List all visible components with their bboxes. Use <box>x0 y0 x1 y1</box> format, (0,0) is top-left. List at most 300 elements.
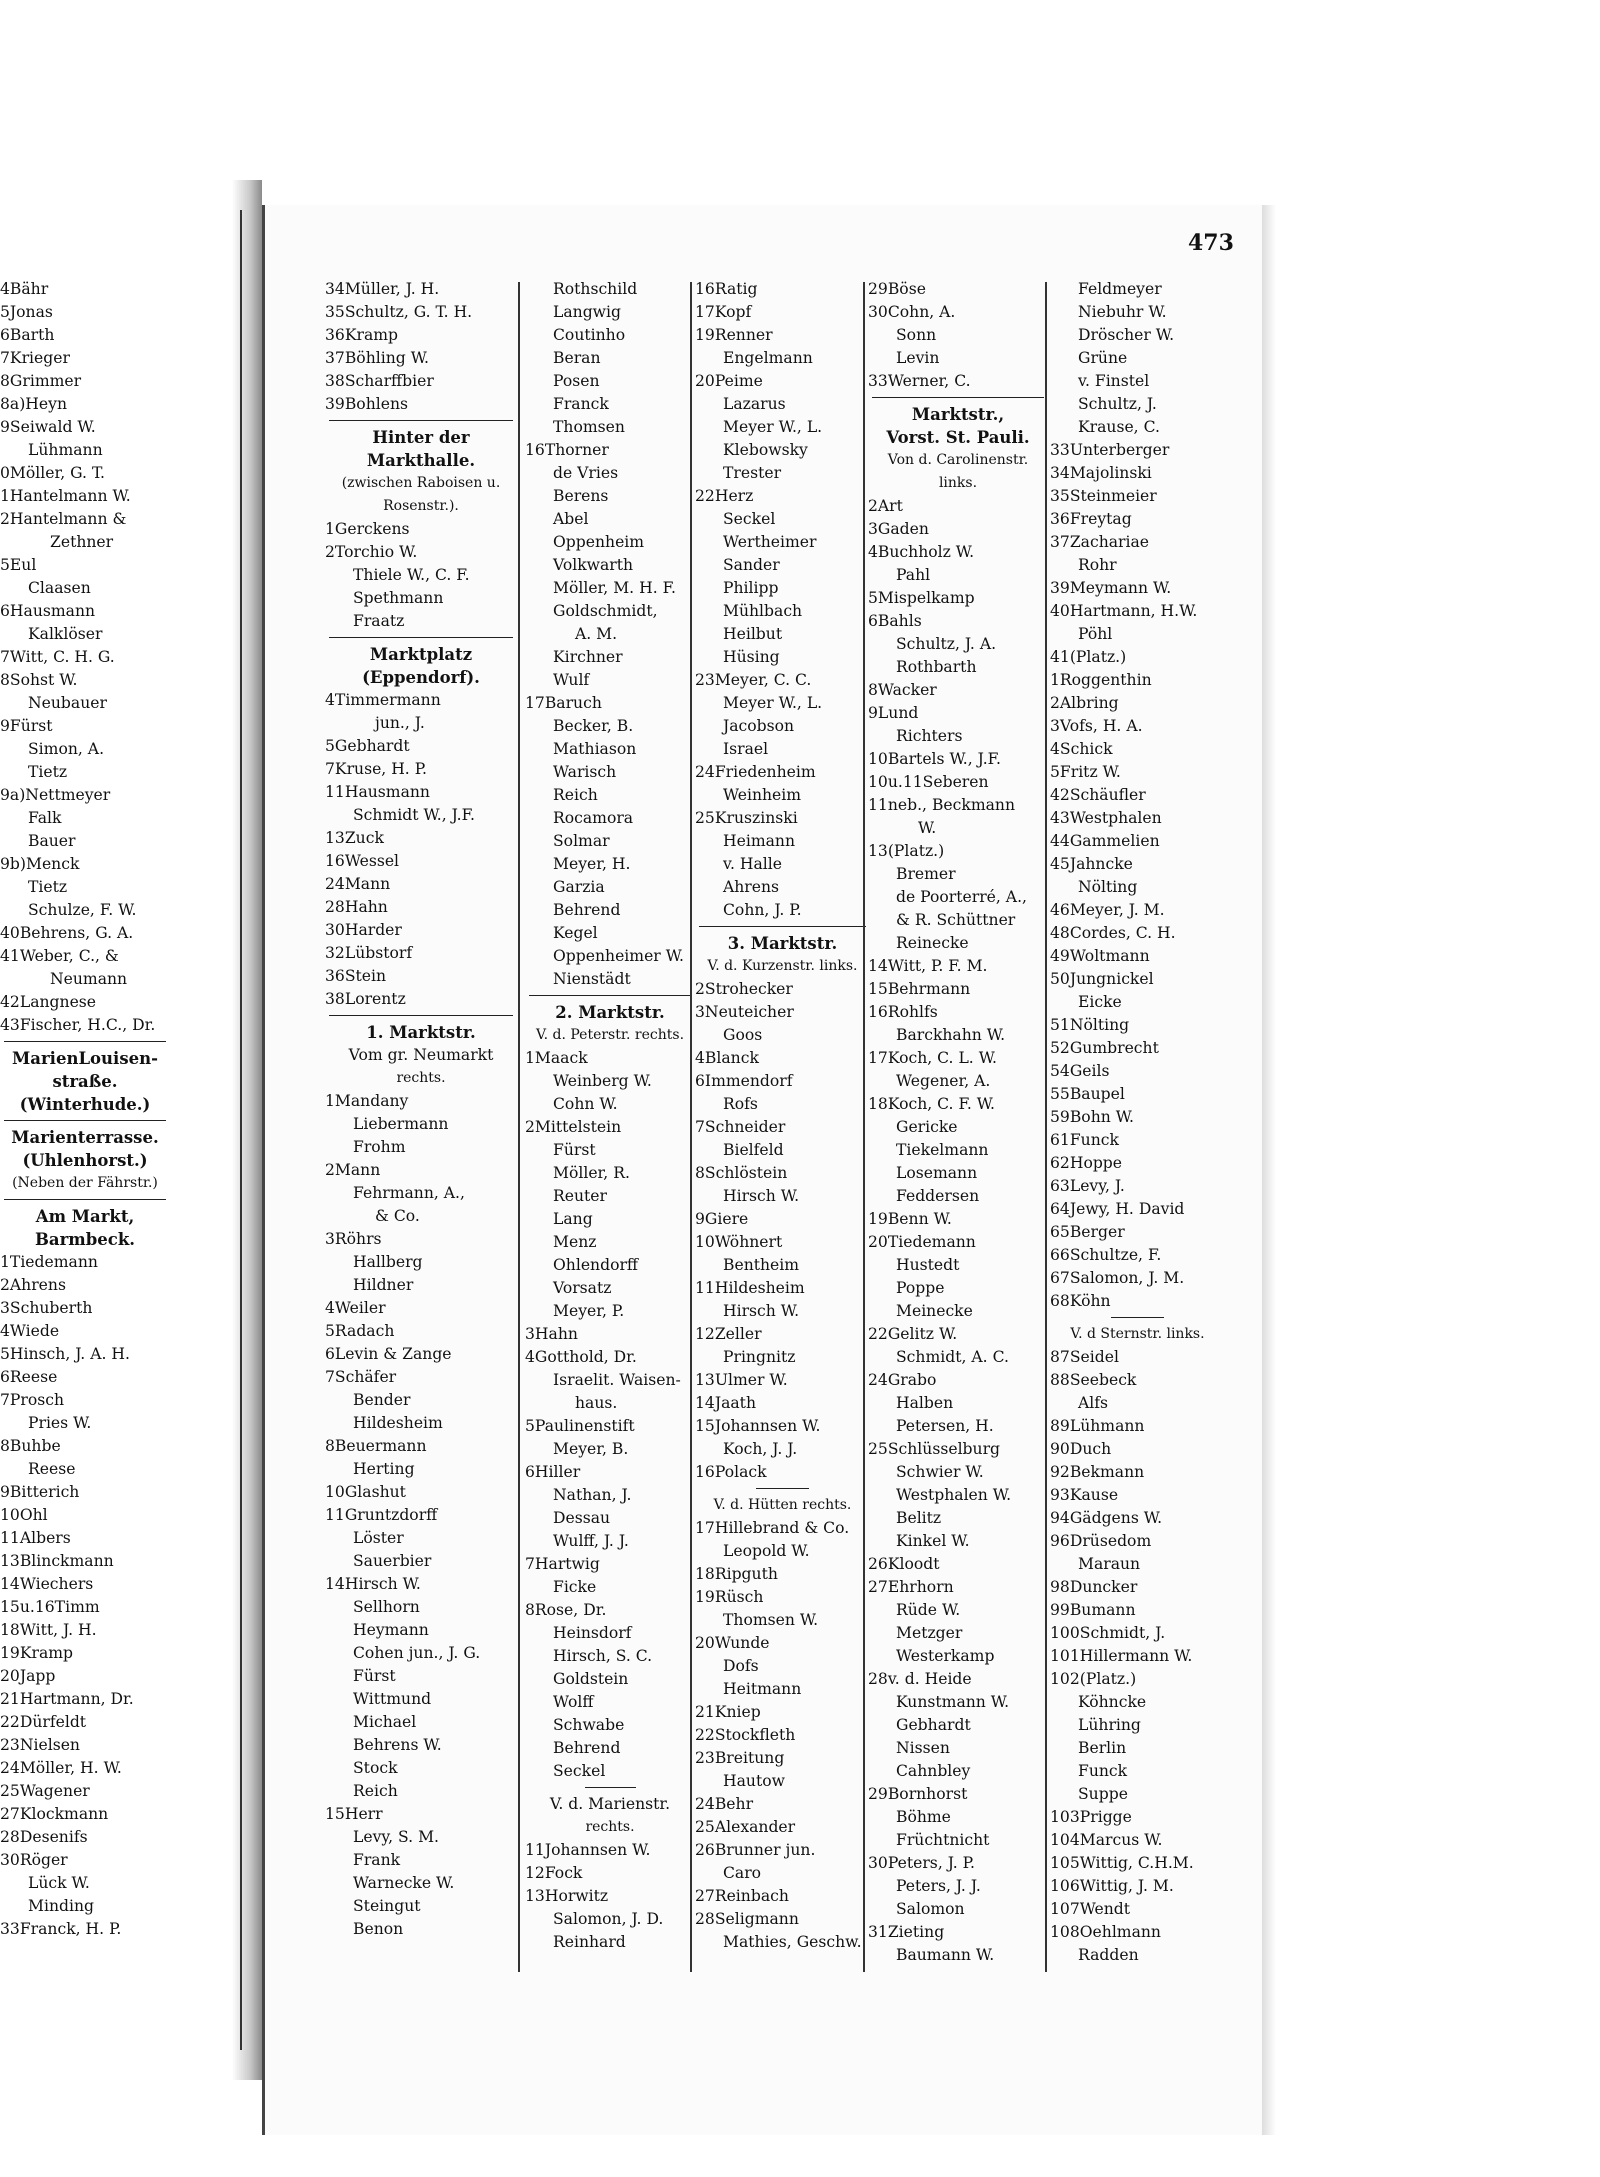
directory-entry: Leopold W. <box>723 1542 810 1560</box>
directory-entry: 1Gerckens <box>325 520 410 538</box>
directory-entry: 5Fritz W. <box>1050 763 1121 781</box>
directory-entry: 6Bahls <box>868 612 922 630</box>
directory-entry: 8Rose, Dr. <box>525 1601 607 1619</box>
directory-entry: 1Roggenthin <box>1050 671 1152 689</box>
directory-entry: Becker, B. <box>553 717 634 735</box>
directory-entry: 3Hahn <box>525 1325 578 1343</box>
directory-entry: 5Radach <box>325 1322 395 1340</box>
directory-entry: Schwier W. <box>896 1463 984 1481</box>
directory-entry: Behrend <box>553 901 621 919</box>
directory-entry: 90Duch <box>1050 1440 1112 1458</box>
directory-entry: 10Bartels W., J.F. <box>868 750 1002 768</box>
directory-entry: Cohn W. <box>553 1095 618 1113</box>
section-divider <box>0 1195 170 1205</box>
directory-entry: 96Drüsedom <box>1050 1532 1152 1550</box>
directory-entry: Michael <box>353 1713 417 1731</box>
directory-entry: 18Witt, J. H. <box>0 1621 97 1639</box>
directory-entry: 2Ahrens <box>0 1276 66 1294</box>
directory-entry: 19Renner <box>695 326 773 344</box>
directory-entry: Alfs <box>1078 1394 1109 1412</box>
directory-column <box>325 278 517 1941</box>
directory-entry: Langwig <box>553 303 621 321</box>
directory-entry: 8a)Heyn <box>0 395 67 413</box>
directory-entry: Meyer, H. <box>553 855 631 873</box>
directory-entry: 7Schneider <box>695 1118 786 1136</box>
street-heading: V. d. Hütten rechts. <box>713 1497 852 1513</box>
directory-entry: 99Bumann <box>1050 1601 1136 1619</box>
directory-entry: Weinheim <box>723 786 802 804</box>
directory-entry: 1Hantelmann W. <box>0 487 131 505</box>
directory-entry: Reich <box>353 1782 398 1800</box>
directory-entry: 2Strohecker <box>695 980 793 998</box>
directory-entry: W. <box>918 819 937 837</box>
directory-entry: Köhncke <box>1078 1693 1147 1711</box>
directory-entry: 49Woltmann <box>1050 947 1150 965</box>
directory-entry: 8Buhbe <box>0 1437 61 1455</box>
directory-entry: 1Mandany <box>325 1092 409 1110</box>
directory-entry: 36Kramp <box>325 326 399 344</box>
directory-entry: 21Hartmann, Dr. <box>0 1690 134 1708</box>
directory-entry: Reinecke <box>896 934 969 952</box>
directory-entry: Liebermann <box>353 1115 449 1133</box>
directory-entry: 30Harder <box>325 921 402 939</box>
directory-entry: 16Polack <box>695 1463 767 1481</box>
directory-entry: 42Langnese <box>0 993 97 1011</box>
directory-entry: 6Reese <box>0 1368 58 1386</box>
directory-entry: Meyer W., L. <box>723 418 823 436</box>
directory-entry: Oppenheim <box>553 533 645 551</box>
directory-entry: Goldschmidt, <box>553 602 658 620</box>
directory-entry: 2Torchio W. <box>325 543 418 561</box>
directory-entry: 10Ohl <box>0 1506 48 1524</box>
directory-entry: 65Berger <box>1050 1223 1125 1241</box>
directory-entry: 19Rüsch <box>695 1588 764 1606</box>
directory-entry: 5Gebhardt <box>325 737 410 755</box>
directory-entry: 41Weber, C., & <box>0 947 119 965</box>
directory-entry: A. M. <box>575 625 618 643</box>
directory-entry: 2Art <box>868 497 903 515</box>
directory-entry: Sauerbier <box>353 1552 432 1570</box>
directory-entry: Garzia <box>553 878 605 896</box>
directory-entry: 39Bohlens <box>325 395 408 413</box>
directory-entry: Reinhard <box>553 1933 626 1951</box>
directory-entry: 33Werner, C. <box>868 372 971 390</box>
directory-entry: Minding <box>28 1897 94 1915</box>
directory-entry: Belitz <box>896 1509 942 1527</box>
directory-entry: 8Grimmer <box>0 372 82 390</box>
directory-entry: 30Cohn, A. <box>868 303 956 321</box>
directory-entry: Fraatz <box>353 612 405 630</box>
directory-entry: 20Japp <box>0 1667 56 1685</box>
directory-entry: Caro <box>723 1864 762 1882</box>
directory-column <box>0 278 170 1941</box>
directory-entry: Westphalen W. <box>896 1486 1012 1504</box>
directory-entry: Mühlbach <box>723 602 803 620</box>
directory-entry: 48Cordes, C. H. <box>1050 924 1176 942</box>
directory-entry: 29Böse <box>868 280 926 298</box>
directory-entry: 29Bornhorst <box>868 1785 968 1803</box>
directory-entry: 27Klockmann <box>0 1805 109 1823</box>
directory-entry: Maraun <box>1078 1555 1141 1573</box>
directory-entry: Baumann W. <box>896 1946 995 1964</box>
directory-entry: Feddersen <box>896 1187 980 1205</box>
section-divider <box>325 416 517 426</box>
directory-entry: Jacobson <box>723 717 795 735</box>
directory-entry: 14Hirsch W. <box>325 1575 421 1593</box>
directory-entry: 9Giere <box>695 1210 749 1228</box>
section-divider <box>868 393 1048 403</box>
directory-entry: 28Desenifs <box>0 1828 88 1846</box>
directory-column <box>868 278 1048 1967</box>
directory-entry: Herting <box>353 1460 415 1478</box>
directory-entry: Klebowsky <box>723 441 808 459</box>
directory-entry: Lang <box>553 1210 593 1228</box>
directory-entry: 87Seidel <box>1050 1348 1119 1366</box>
directory-entry: 10Wöhnert <box>695 1233 783 1251</box>
directory-entry: 23Nielsen <box>0 1736 80 1754</box>
directory-entry: Heilbut <box>723 625 783 643</box>
directory-entry: 51Nölting <box>1050 1016 1130 1034</box>
directory-entry: Tiekelmann <box>896 1141 989 1159</box>
directory-entry: 11Johannsen W. <box>525 1841 651 1859</box>
directory-entry: Dofs <box>723 1657 759 1675</box>
directory-entry: 32Lübstorf <box>325 944 413 962</box>
directory-entry: 61Funck <box>1050 1131 1119 1149</box>
street-heading: rechts. <box>396 1070 446 1086</box>
directory-entry: Warnecke W. <box>353 1874 455 1892</box>
directory-entry: Behrens W. <box>353 1736 442 1754</box>
directory-entry: Stock <box>353 1759 398 1777</box>
directory-entry: 14Witt, P. F. M. <box>868 957 988 975</box>
directory-entry: Bender <box>353 1391 411 1409</box>
section-divider <box>695 1484 870 1494</box>
directory-entry: Löster <box>353 1529 404 1547</box>
directory-entry: 8Sohst W. <box>0 671 78 689</box>
directory-entry: 20Wunde <box>695 1634 770 1652</box>
directory-entry: Goldstein <box>553 1670 629 1688</box>
directory-entry: Sonn <box>896 326 937 344</box>
directory-entry: 28Seligmann <box>695 1910 799 1928</box>
directory-entry: 13(Platz.) <box>868 842 945 860</box>
directory-entry: Krause, C. <box>1078 418 1160 436</box>
directory-entry: 5Hinsch, J. A. H. <box>0 1345 130 1363</box>
directory-entry: 17Koch, C. L. W. <box>868 1049 997 1067</box>
directory-entry: Schulze, F. W. <box>28 901 137 919</box>
directory-entry: 37Zachariae <box>1050 533 1150 551</box>
section-divider <box>525 1783 695 1793</box>
street-heading: rechts. <box>585 1819 635 1835</box>
directory-entry: Sander <box>723 556 780 574</box>
directory-entry: 9Bitterich <box>0 1483 80 1501</box>
section-divider <box>525 991 695 1001</box>
directory-entry: 20Tiedemann <box>868 1233 976 1251</box>
directory-entry: Wertheimer <box>723 533 817 551</box>
directory-entry: 8Wacker <box>868 681 937 699</box>
directory-entry: Meinecke <box>896 1302 973 1320</box>
directory-entry: 3Neuteicher <box>695 1003 794 1021</box>
directory-entry: 4Wiede <box>0 1322 60 1340</box>
section-divider <box>1050 1313 1225 1323</box>
directory-entry: Hirsch W. <box>723 1302 800 1320</box>
directory-entry: 101Hillermann W. <box>1050 1647 1193 1665</box>
directory-entry: Grüne <box>1078 349 1128 367</box>
directory-entry: Engelmann <box>723 349 813 367</box>
directory-entry: Petersen, H. <box>896 1417 994 1435</box>
directory-entry: 63Levy, J. <box>1050 1177 1125 1195</box>
street-heading: links. <box>938 475 978 491</box>
directory-entry: Levin <box>896 349 940 367</box>
directory-entry: Thomsen W. <box>723 1611 819 1629</box>
directory-entry: Gericke <box>896 1118 958 1136</box>
directory-entry: Thiele W., C. F. <box>353 566 470 584</box>
directory-entry: 30Peters, J. P. <box>868 1854 975 1872</box>
directory-entry: Ficke <box>553 1578 597 1596</box>
directory-entry: 5Jonas <box>0 303 53 321</box>
directory-entry: Steingut <box>353 1897 421 1915</box>
directory-entry: 7Hartwig <box>525 1555 600 1573</box>
street-heading: Vorst. St. Pauli. <box>886 428 1030 447</box>
directory-entry: 52Gumbrecht <box>1050 1039 1159 1057</box>
directory-entry: Kunstmann W. <box>896 1693 1010 1711</box>
directory-entry: 4Blanck <box>695 1049 759 1067</box>
directory-entry: haus. <box>575 1394 618 1412</box>
directory-entry: 43Westphalen <box>1050 809 1162 827</box>
street-heading: Rosenstr.). <box>383 498 459 514</box>
street-heading: MarienLouisen- <box>12 1049 158 1068</box>
directory-entry: 33Franck, H. P. <box>0 1920 122 1938</box>
directory-entry: 66Schultze, F. <box>1050 1246 1162 1264</box>
directory-entry: Mathiason <box>553 740 637 758</box>
section-divider <box>0 1116 170 1126</box>
directory-entry: Lazarus <box>723 395 786 413</box>
directory-entry: 23Breitung <box>695 1749 785 1767</box>
directory-entry: Reich <box>553 786 598 804</box>
book-gutter <box>232 180 262 2080</box>
directory-entry: Wulf <box>553 671 590 689</box>
directory-entry: 2Mann <box>325 1161 381 1179</box>
directory-entry: Hildesheim <box>353 1414 443 1432</box>
directory-entry: 20Peime <box>695 372 763 390</box>
directory-entry: 14Wiechers <box>0 1575 94 1593</box>
directory-entry: Pries W. <box>28 1414 92 1432</box>
directory-entry: 19Kramp <box>0 1644 74 1662</box>
directory-entry: Gebhardt <box>896 1716 971 1734</box>
directory-entry: Pahl <box>896 566 931 584</box>
directory-entry: Israelit. Waisen- <box>553 1371 681 1389</box>
directory-entry: Schmidt W., J.F. <box>353 806 475 824</box>
section-divider <box>325 633 517 643</box>
directory-entry: Israel <box>723 740 769 758</box>
directory-entry: 17Hillebrand & Co. <box>695 1519 850 1537</box>
directory-entry: Früchtnicht <box>896 1831 990 1849</box>
directory-entry: 7Witt, C. H. G. <box>0 648 115 666</box>
directory-entry: Heinsdorf <box>553 1624 632 1642</box>
directory-entry: Hautow <box>723 1772 785 1790</box>
directory-entry: de Vries <box>553 464 619 482</box>
directory-entry: 23Meyer, C. C. <box>695 671 812 689</box>
street-heading: V. d. Peterstr. rechts. <box>535 1027 685 1043</box>
directory-entry: 59Bohn W. <box>1050 1108 1134 1126</box>
directory-entry: Neubauer <box>28 694 107 712</box>
directory-entry: 19Benn W. <box>868 1210 952 1228</box>
directory-entry: Behrend <box>553 1739 621 1757</box>
directory-entry: Neumann <box>50 970 128 988</box>
directory-entry: 24Mann <box>325 875 391 893</box>
directory-entry: 24Grabo <box>868 1371 937 1389</box>
directory-entry: 16Rohlfs <box>868 1003 938 1021</box>
directory-entry: 98Duncker <box>1050 1578 1138 1596</box>
directory-entry: Hallberg <box>353 1253 423 1271</box>
directory-entry: Beran <box>553 349 601 367</box>
directory-entry: 37Böhling W. <box>325 349 429 367</box>
directory-entry: Frohm <box>353 1138 406 1156</box>
directory-entry: v. Halle <box>723 855 782 873</box>
directory-entry: Solmar <box>553 832 610 850</box>
directory-entry: Reuter <box>553 1187 607 1205</box>
directory-entry: Hirsch, S. C. <box>553 1647 653 1665</box>
directory-entry: 103Prigge <box>1050 1808 1132 1826</box>
directory-entry: 9Lund <box>868 704 919 722</box>
directory-entry: Schwabe <box>553 1716 625 1734</box>
street-heading: 1. Marktstr. <box>366 1023 476 1042</box>
directory-entry: Cohn, J. P. <box>723 901 802 919</box>
directory-entry: 46Meyer, J. M. <box>1050 901 1165 919</box>
directory-entry: Warisch <box>553 763 617 781</box>
directory-entry: 27Reinbach <box>695 1887 789 1905</box>
directory-entry: 43Fischer, H.C., Dr. <box>0 1016 156 1034</box>
directory-entry: 5Paulinenstift <box>525 1417 635 1435</box>
directory-entry: 11Hausmann <box>325 783 430 801</box>
directory-entry: Tietz <box>28 763 68 781</box>
directory-entry: Meyer, B. <box>553 1440 629 1458</box>
directory-entry: Fürst <box>553 1141 596 1159</box>
directory-entry: 12Zeller <box>695 1325 762 1343</box>
directory-entry: 35Steinmeier <box>1050 487 1157 505</box>
directory-entry: 28Hahn <box>325 898 388 916</box>
directory-entry: Halben <box>896 1394 954 1412</box>
directory-entry: Wulff, J. J. <box>553 1532 629 1550</box>
directory-entry: 7Krieger <box>0 349 70 367</box>
directory-entry: 40Hartmann, H.W. <box>1050 602 1198 620</box>
directory-entry: Rofs <box>723 1095 758 1113</box>
directory-entry: 24Möller, H. W. <box>0 1759 122 1777</box>
directory-entry: Goos <box>723 1026 763 1044</box>
directory-entry: 3Vofs, H. A. <box>1050 717 1143 735</box>
directory-entry: 107Wendt <box>1050 1900 1131 1918</box>
directory-entry: 5Eul <box>0 556 37 574</box>
directory-entry: 22Gelitz W. <box>868 1325 958 1343</box>
directory-entry: Wegener, A. <box>896 1072 991 1090</box>
directory-entry: 3Gaden <box>868 520 929 538</box>
street-heading: Von d. Carolinenstr. <box>887 452 1029 468</box>
directory-entry: 25Schlüsselburg <box>868 1440 1001 1458</box>
directory-entry: 14Jaath <box>695 1394 756 1412</box>
street-heading: 3. Marktstr. <box>727 934 838 953</box>
directory-entry: Lühring <box>1078 1716 1141 1734</box>
directory-entry: Kinkel W. <box>896 1532 970 1550</box>
directory-entry: Falk <box>28 809 62 827</box>
directory-entry: 1Maack <box>525 1049 588 1067</box>
directory-entry: 21Kniep <box>695 1703 761 1721</box>
directory-entry: 9Seiwald W. <box>0 418 96 436</box>
directory-entry: 13Horwitz <box>525 1887 609 1905</box>
directory-entry: 22Herz <box>695 487 754 505</box>
directory-entry: 4Bähr <box>0 280 49 298</box>
directory-entry: Losemann <box>896 1164 978 1182</box>
page-edge <box>1262 205 1276 2135</box>
directory-entry: Feldmeyer <box>1078 280 1162 298</box>
directory-entry: 67Salomon, J. M. <box>1050 1269 1185 1287</box>
directory-entry: Thomsen <box>553 418 625 436</box>
directory-entry: Frank <box>353 1851 401 1869</box>
directory-entry: Simon, A. <box>28 740 105 758</box>
directory-entry: jun., J. <box>375 714 425 732</box>
directory-entry: Pöhl <box>1078 625 1113 643</box>
street-heading: 2. Marktstr. <box>555 1003 665 1022</box>
directory-entry: Peters, J. J. <box>896 1877 981 1895</box>
directory-entry: 62Hoppe <box>1050 1154 1123 1172</box>
directory-entry: Rocamora <box>553 809 634 827</box>
directory-entry: 35Schultz, G. T. H. <box>325 303 473 321</box>
directory-entry: Lühmann <box>28 441 103 459</box>
directory-entry: Hüsing <box>723 648 780 666</box>
directory-entry: 50Jungnickel <box>1050 970 1154 988</box>
directory-entry: Dessau <box>553 1509 611 1527</box>
directory-entry: Schmidt, A. C. <box>896 1348 1009 1366</box>
directory-entry: Nissen <box>896 1739 950 1757</box>
directory-entry: Funck <box>1078 1762 1128 1780</box>
directory-entry: 0Möller, G. T. <box>0 464 106 482</box>
directory-entry: Ahrens <box>723 878 780 896</box>
directory-entry: 3Röhrs <box>325 1230 382 1248</box>
directory-entry: 4Buchholz W. <box>868 543 975 561</box>
directory-entry: 25Wagener <box>0 1782 90 1800</box>
directory-entry: 92Bekmann <box>1050 1463 1145 1481</box>
directory-entry: Cahnbley <box>896 1762 971 1780</box>
directory-entry: Lück W. <box>28 1874 90 1892</box>
street-heading: V. d. Marienstr. <box>549 1795 671 1813</box>
directory-entry: Bielfeld <box>723 1141 784 1159</box>
directory-entry: 6Hiller <box>525 1463 581 1481</box>
directory-entry: 11Gruntzdorff <box>325 1506 438 1524</box>
directory-entry: 6Hausmann <box>0 602 96 620</box>
directory-entry: 4Schick <box>1050 740 1113 758</box>
directory-entry: Nienstädt <box>553 970 631 988</box>
column-divider <box>690 282 692 1972</box>
directory-entry: 2Albring <box>1050 694 1119 712</box>
directory-entry: & Co. <box>375 1207 420 1225</box>
directory-entry: 7Kruse, H. P. <box>325 760 428 778</box>
directory-entry: 100Schmidt, J. <box>1050 1624 1166 1642</box>
directory-entry: 12Fock <box>525 1864 583 1882</box>
directory-entry: Berens <box>553 487 609 505</box>
directory-entry: Salomon <box>896 1900 965 1918</box>
directory-entry: Volkwarth <box>553 556 634 574</box>
directory-entry: Kegel <box>553 924 598 942</box>
directory-entry: 89Lühmann <box>1050 1417 1145 1435</box>
directory-entry: Philipp <box>723 579 779 597</box>
directory-entry: 38Lorentz <box>325 990 406 1008</box>
directory-entry: 9a)Nettmeyer <box>0 786 111 804</box>
directory-entry: 18Koch, C. F. W. <box>868 1095 996 1113</box>
directory-entry: Spethmann <box>353 589 444 607</box>
directory-entry: Meyer, P. <box>553 1302 625 1320</box>
directory-entry: 8Schlöstein <box>695 1164 788 1182</box>
directory-entry: 6Barth <box>0 326 55 344</box>
directory-entry: 93Kause <box>1050 1486 1119 1504</box>
directory-entry: Hustedt <box>896 1256 960 1274</box>
directory-entry: Nölting <box>1078 878 1138 896</box>
